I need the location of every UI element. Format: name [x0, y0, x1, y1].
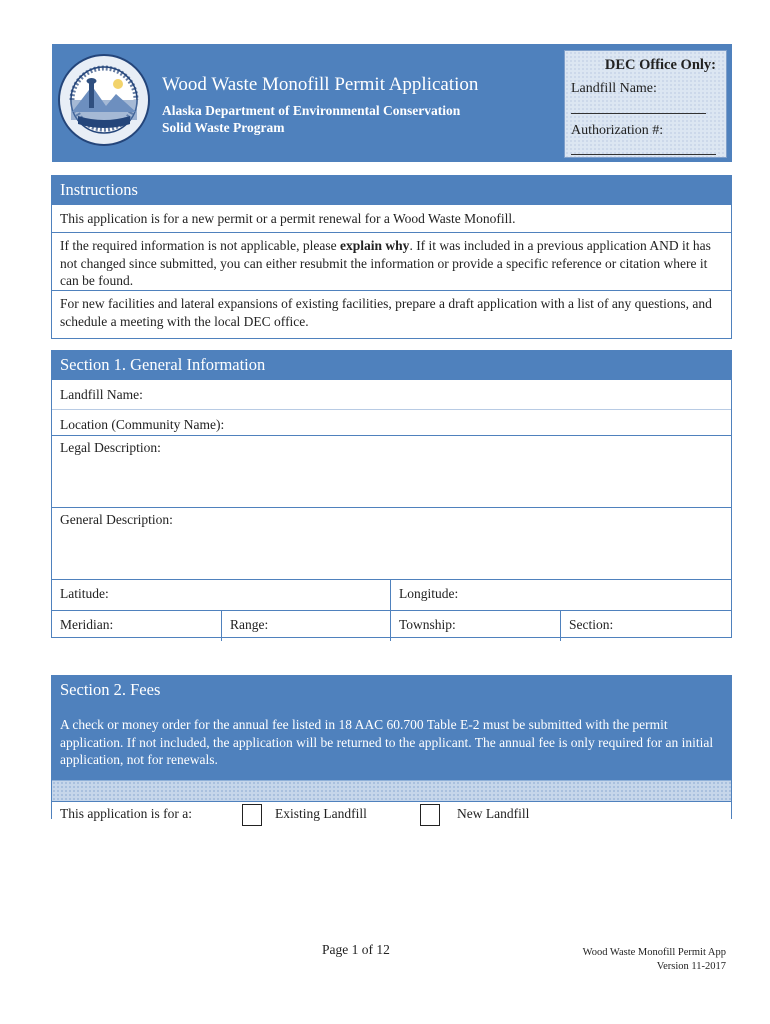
form-title: Wood Waste Monofill Permit Application — [162, 74, 479, 95]
existing-landfill-checkbox[interactable] — [242, 804, 262, 826]
coordinates-row — [52, 579, 731, 610]
range-label: Range: — [230, 617, 269, 632]
general-information-heading: Section 1. General Information — [52, 351, 731, 379]
general-description-field[interactable] — [52, 507, 731, 579]
location-label: Location (Community Name): — [60, 417, 225, 432]
header-banner — [52, 44, 732, 162]
page-number: Page 1 of 12 — [322, 942, 390, 957]
agency-name — [162, 102, 460, 136]
application-type-row — [52, 801, 731, 827]
township-field[interactable] — [391, 611, 561, 641]
meridian-field[interactable] — [52, 611, 222, 641]
explain-why-emphasis: explain why — [340, 238, 410, 253]
section-label: Section: — [569, 617, 614, 632]
instructions-line-3: For new facilities and lateral expansions of existing facilities, prepare a draft application with a list of any questions, and schedule a meeting with the local DEC office. — [52, 290, 731, 336]
instructions-line-2-post: . If it was included in a previous application AND it has not changed since submitted, you can either resubmit the information or provide a specific reference or citation where it can be found. — [60, 238, 711, 288]
dec-authorization-label: Authorization #: — [571, 123, 664, 138]
dec-landfill-name-label: Landfill Name: — [571, 81, 657, 96]
fees-heading: Section 2. Fees — [60, 680, 161, 699]
township-label: Township: — [399, 617, 456, 632]
fees-section — [51, 675, 732, 819]
agency-line-1: Alaska Department of Environmental Conservation — [162, 103, 461, 118]
fees-separator — [52, 780, 731, 801]
footer-doc-name: Wood Waste Monofill Permit App — [582, 947, 726, 958]
instructions-line-1: This application is for a new permit or a permit renewal for a Wood Waste Monofill. — [52, 204, 731, 232]
alaska-dec-seal-icon — [58, 54, 150, 146]
instructions-line-2 — [52, 232, 731, 290]
instructions-heading: Instructions — [52, 176, 731, 204]
existing-landfill-label: Existing Landfill — [275, 806, 367, 821]
agency-line-2: Solid Waste Program — [162, 120, 285, 135]
legal-description-label: Legal Description: — [60, 440, 161, 455]
instructions-line-2-pre: If the required information is not applicable, please — [60, 238, 341, 253]
range-field[interactable] — [222, 611, 391, 641]
longitude-field[interactable] — [391, 580, 731, 610]
landfill-name-field[interactable] — [52, 379, 731, 409]
survey-row — [52, 610, 731, 641]
dec-office-title: DEC Office Only: — [604, 57, 716, 73]
legal-description-field[interactable] — [52, 435, 731, 507]
new-landfill-checkbox[interactable] — [420, 804, 440, 826]
latitude-label: Latitude: — [60, 586, 109, 601]
dec-office-only-box — [564, 50, 727, 158]
dec-landfill-name-field[interactable] — [571, 113, 706, 114]
footer-version: Version 11-2017 — [656, 961, 726, 972]
longitude-label: Longitude: — [399, 586, 459, 601]
landfill-name-label: Landfill Name: — [60, 387, 143, 402]
general-information-section — [51, 350, 732, 638]
application-for-label: This application is for a: — [60, 806, 192, 821]
latitude-field[interactable] — [52, 580, 391, 610]
fees-description: A check or money order for the annual fee listed in 18 AAC 60.700 Table E-2 must be submitted with the permit application. If not included, the application will be returned to the applicant. The annual fee is only required for an initial application, not for renewals. — [60, 717, 714, 767]
instructions-section — [51, 175, 732, 339]
meridian-label: Meridian: — [60, 617, 114, 632]
section-field[interactable] — [561, 611, 731, 641]
location-field[interactable] — [52, 409, 731, 435]
general-description-label: General Description: — [60, 512, 173, 527]
footer-doc-info — [583, 946, 726, 974]
new-landfill-label: New Landfill — [457, 806, 530, 821]
dec-authorization-field[interactable] — [571, 154, 716, 155]
